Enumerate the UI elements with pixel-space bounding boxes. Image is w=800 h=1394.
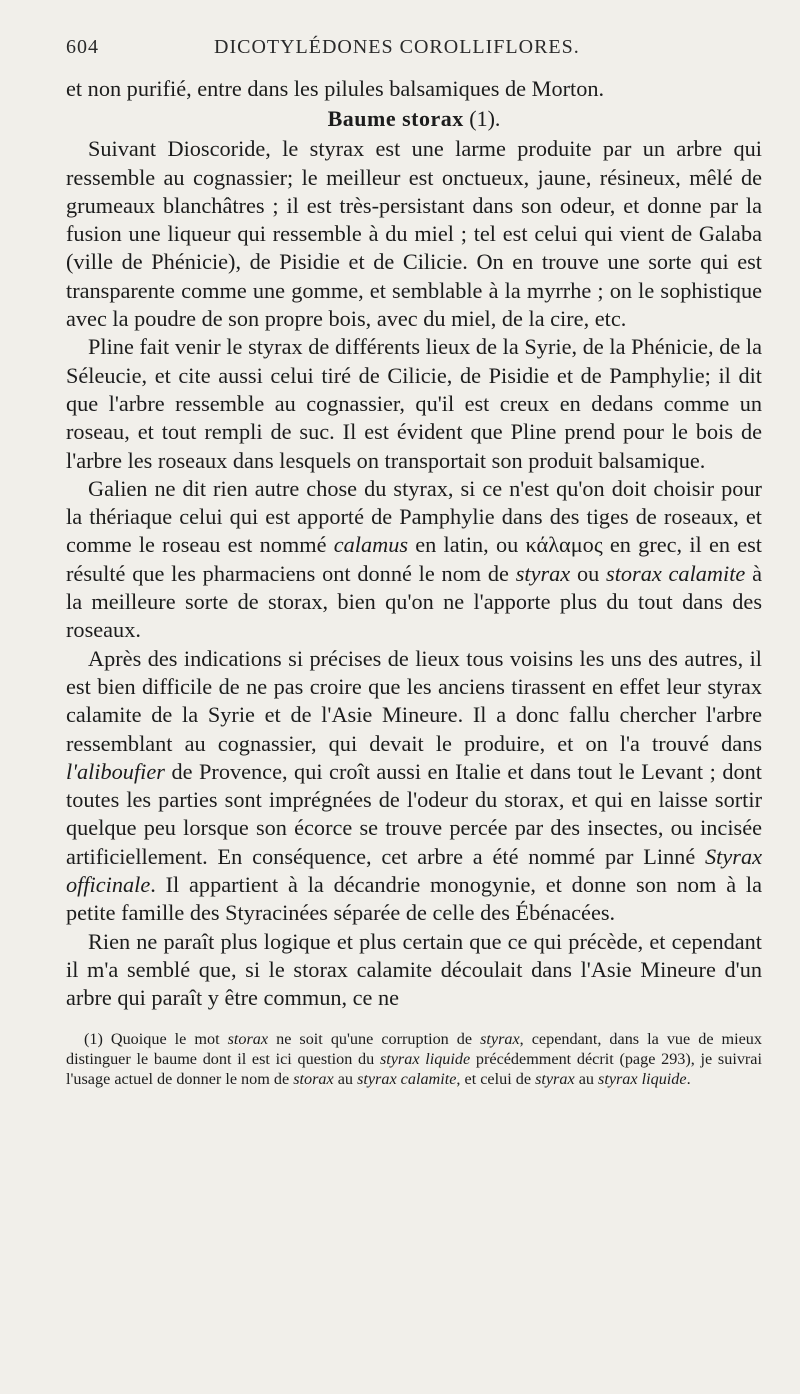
section-heading-label: Baume storax [327, 106, 464, 132]
section-footnote-ref: (1). [469, 106, 501, 132]
page-number: 604 [66, 36, 99, 58]
footnote: (1) Quoique le mot storax ne soit qu'une corruption de styrax, cependant, dans la vue de mieux distinguer le baume dont il est ici question du styrax liquide précédemment décrit (page 293), je suivrai l'usage actuel de donner le nom de storax au styrax calamite, et celui de styrax au styrax liquide. [66, 1029, 762, 1088]
paragraph-dioscoride: Suivant Dioscoride, le styrax est une larme produite par un arbre qui ressemble au cognassier; le meilleur est onctueux, jaune, résineux, mêlé de grumeaux blanchâtres ; il est très-persistant dans son odeur, et donne par la fusion une liqueur qui ressemble à du miel ; tel est celui qui vient de Galaba (ville de Phénicie), de Pisidie et de Cilicie. On en trouve une sorte qui est transparente comme une gomme, et semblable à la myrrhe ; on le sophistique avec la poudre de son propre bois, avec du miel, de la cire, etc. [66, 136, 762, 332]
running-title: DICOTYLÉDONES COROLLIFLORES. [214, 36, 580, 58]
paragraph-continuation: et non purifié, entre dans les pilules balsamiques de Morton. [66, 76, 605, 101]
main-text [66, 75, 762, 1013]
paragraph-conclusion: Rien ne paraît plus logique et plus certain que ce qui précède, et cependant il m'a semblé que, si le storax calamite découlait dans l'Asie Mineure d'un arbre qui paraît y être commun, ce ne [66, 928, 762, 1011]
paragraph-pline: Pline fait venir le styrax de différents lieux de la Syrie, de la Phénicie, de la Séleucie, et cite aussi celui tiré de Cilicie, de Pisidie et de Pamphylie; il dit que l'arbre ressemble au cognassier, qu'il est creux en dedans comme un roseau, et tout rempli de suc. Il est évident que Pline prend pour le bois de l'arbre les roseaux dans lesquels on transportait son produit balsamique. [66, 334, 762, 473]
paragraph-linne: Après des indications si précises de lieux tous voisins les uns des autres, il est bien difficile de ne pas croire que les anciens tirassent en effet leur styrax calamite de la Syrie et de l'Asie Mineure. Il a donc fallu chercher l'arbre ressemblant au cognassier, qui devait le produire, et on l'a trouvé dans l'aliboufier de Provence, qui croît aussi en Italie et dans tout le Levant ; dont toutes les parties sont imprégnées de l'odeur du storax, et qui en laisse sortir quelque peu lorsque son écorce se trouve percée par des insectes, ou incisée artificiellement. En conséquence, cet arbre a été nommé par Linné Styrax officinale. Il appartient à la décandrie monogynie, et donne son nom à la petite famille des Styracinées séparée de celle des Ébénacées. [66, 645, 762, 926]
running-header [66, 36, 762, 59]
section-heading [66, 103, 762, 135]
paragraph-galien: Galien ne dit rien autre chose du styrax, si ce n'est qu'on doit choisir pour la thériaque celui qui est apporté de Pamphylie dans des tiges de roseaux, et comme le roseau est nommé calamus en latin, ou κάλαμος en grec, il en est résulté que les pharmaciens ont donné le nom de styrax ou storax calamite à la meilleure sorte de storax, bien qu'on ne l'apporte plus du tout dans des roseaux. [66, 475, 763, 643]
